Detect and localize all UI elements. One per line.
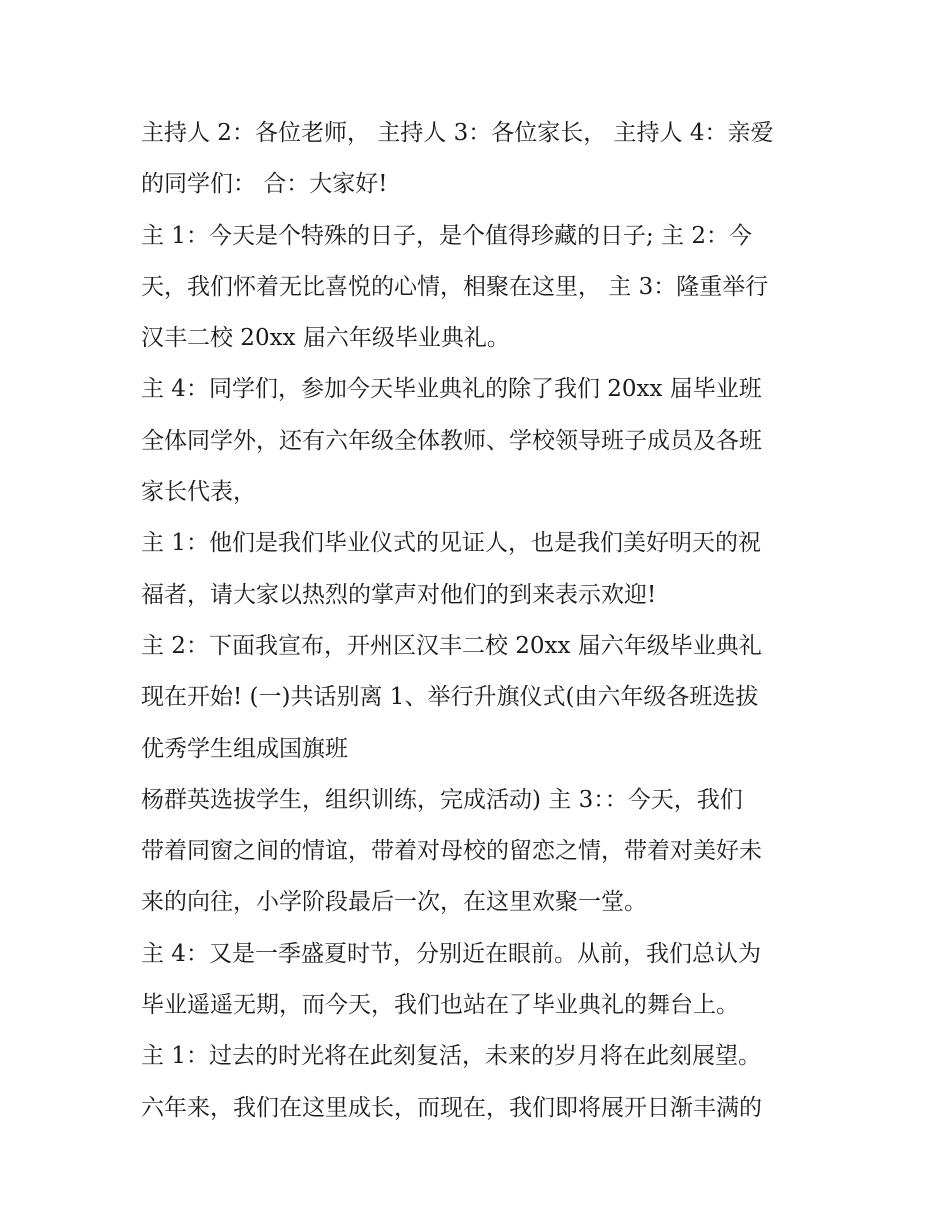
text-line: 主 4：同学们，参加今天毕业典礼的除了我们 20xx 届毕业班 [141,376,762,403]
text-line: 优秀学生组成国旗班 [141,735,348,762]
text-line: 主 1：他们是我们毕业仪式的见证人，也是我们美好明天的祝 [141,530,761,557]
text-line: 现在开始! (一)共话别离 1、举行升旗仪式(由六年级各班选拔 [141,684,759,711]
text-line: 福者，请大家以热烈的掌声对他们的到来表示欢迎! [141,581,657,608]
text-line: 带着同窗之间的情谊，带着对母校的留恋之情，带着对美好未 [141,838,762,865]
text-line: 主 1：过去的时光将在此刻复活，未来的岁月将在此刻展望。 [141,1043,761,1070]
text-line: 家长代表， [141,479,256,506]
text-line: 六年来，我们在这里成长，而现在，我们即将展开日渐丰满的 [141,1094,762,1121]
text-line: 主 1：今天是个特殊的日子，是个值得珍藏的日子; 主 2：今 [141,222,752,249]
text-line: 天，我们怀着无比喜悦的心情，相聚在这里， 主 3：隆重举行 [141,273,769,300]
text-line: 杨群英选拔学生，组织训练，完成活动) 主 3：：今天，我们 [141,786,743,813]
text-line: 的同学们： 合：大家好! [141,171,388,198]
text-line: 来的向往，小学阶段最后一次，在这里欢聚一堂。 [141,889,647,916]
text-line: 主持人 2：各位老师， 主持人 3：各位家长， 主持人 4：亲爱 [141,120,774,146]
text-line: 全体同学外，还有六年级全体教师、学校领导班子成员及各班 [141,427,762,454]
text-line: 汉丰二校 20xx 届六年级毕业典礼。 [141,325,510,352]
text-line: 主 2：下面我宣布，开州区汉丰二校 20xx 届六年级毕业典礼 [141,632,762,659]
document-body [141,108,821,1134]
text-line: 主 4：又是一季盛夏时节，分别近在眼前。从前，我们总认为 [141,940,761,967]
text-line: 毕业遥遥无期，而今天，我们也站在了毕业典礼的舞台上。 [141,992,739,1019]
